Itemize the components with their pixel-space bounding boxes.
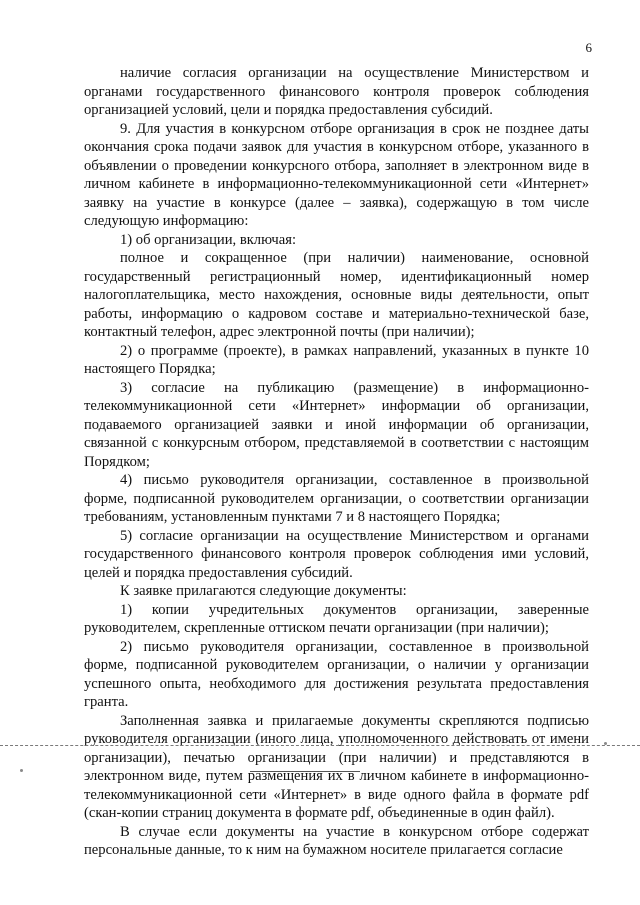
paragraph-attachment-1: 1) копии учредительных документов организации, заверенные руководителем, скрепленные оттиском печати организации (при наличии); bbox=[84, 601, 589, 636]
paragraph-item-1: 1) об организации, включая: bbox=[120, 231, 297, 248]
paragraph-clause-9: 9. Для участия в конкурсном отборе организация в срок не позднее даты окончания срока подачи заявок для участия в конкурсном отборе, указанного в объявлении о проведении конкурсного отбора, заполняет в электронном виде в личном кабинете в информационно-телекоммуникационной сети «Интернет» заявку на участие в конкурсе (далее – заявка), содержащую в том числе следующую информацию: bbox=[84, 120, 589, 229]
paragraph-item-3: 3) согласие на публикацию (размещение) в информационно-телекоммуникационной сети «Интернет» информации об организации, подаваемого организацией заявки и иной информации об организации, связанной с конкурсным отбором, представляемой в соответствии с настоящим Порядком; bbox=[84, 379, 589, 470]
paragraph-item-4: 4) письмо руководителя организации, составленное в произвольной форме, подписанной руководителем организации, о соответствии организации требованиям, установленным пунктами 7 и 8 настоящего Порядка; bbox=[84, 472, 589, 525]
page-number: 6 bbox=[585, 40, 592, 55]
paragraph-attachments-intro: К заявке прилагаются следующие документы: bbox=[120, 583, 407, 599]
scan-dust-mark bbox=[20, 769, 23, 772]
paragraph-signing-requirements: Заполненная заявка и прилагаемые документы скрепляются подписью руководителя организации (иного лица, уполномоченного действовать от имени организации), печатью организации (при наличии) и представляются в электронном виде, путем размещения их в личном кабинете в информационно-телекоммуникационной сети «Интернет» в виде одного файла в формате pdf (скан-копии страниц документа в формате pdf, объединенные в один файл). bbox=[84, 712, 589, 821]
paragraph-consent-continuation: наличие согласия организации на осуществление Министерством и органами государственного финансового контроля проверок соблюдения организацией условий, цели и порядка предоставления субсидий. bbox=[84, 65, 589, 118]
paragraph-item-2: 2) о программе (проекте), в рамках направлений, указанных в пункте 10 настоящего Порядка; bbox=[84, 342, 589, 377]
scan-fold-line bbox=[0, 745, 640, 746]
scan-dust-mark bbox=[604, 742, 607, 745]
paragraph-attachment-2: 2) письмо руководителя организации, составленное в произвольной форме, подписанной руководителем организации, о наличии у организации успешного опыта, необходимого для достижения результата предоставления гранта. bbox=[84, 638, 589, 710]
scan-fold-line-short bbox=[250, 771, 360, 772]
paragraph-organization-details: полное и сокращенное (при наличии) наименование, основной государственный регистрационный номер, идентификационный номер налогоплательщика, место нахождения, основные виды деятельности, опыт работы, информацию о кадровом составе и материально-технической базе, контактный телефон, адрес электронной почты (при наличии); bbox=[84, 250, 589, 340]
document-body bbox=[84, 64, 589, 860]
paragraph-personal-data: В случае если документы на участие в конкурсном отборе содержат персональные данные, то к ним на бумажном носителе прилагается согласие bbox=[84, 823, 589, 858]
paragraph-item-5: 5) согласие организации на осуществление Министерством и органами государственного финансового контроля проверок соблюдения ими условий, целей и порядка предоставления субсидий. bbox=[84, 527, 589, 581]
